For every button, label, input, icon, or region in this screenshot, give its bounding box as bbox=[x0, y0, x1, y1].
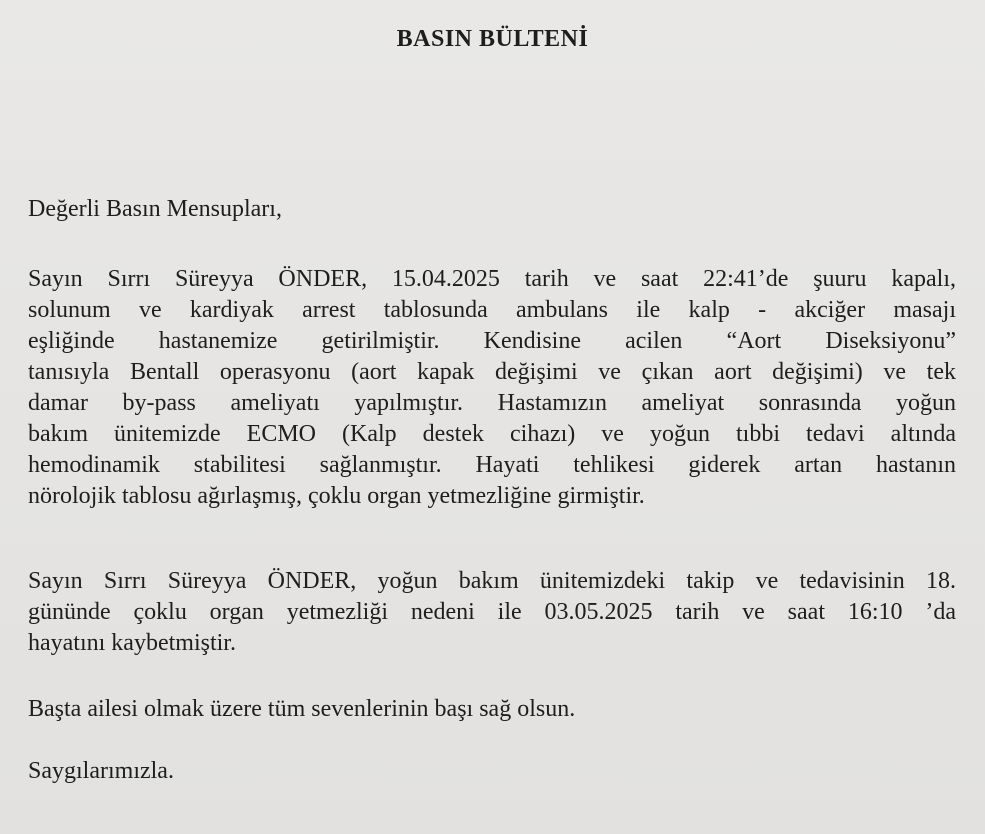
paragraph-line: hayatını kaybetmiştir. bbox=[28, 630, 236, 656]
greeting: Değerli Basın Mensupları, bbox=[28, 196, 282, 222]
paragraph-line: Sayın Sırrı Süreyya ÖNDER, 15.04.2025 tarih ve saat 22:41’de şuuru kapalı, bbox=[28, 266, 956, 292]
paragraph-announcement bbox=[28, 264, 956, 512]
closing-text: Saygılarımızla. bbox=[28, 758, 174, 784]
condolence-text: Başta ailesi olmak üzere tüm sevenlerinin başı sağ olsun. bbox=[28, 696, 576, 722]
paragraph-line: gününde çoklu organ yetmezliği nedeni ile 03.05.2025 tarih ve saat 16:10 ’da bbox=[28, 599, 956, 625]
paragraph-line: solunum ve kardiyak arrest tablosunda ambulans ile kalp - akciğer masajı bbox=[28, 297, 956, 323]
paragraph-line: Sayın Sırrı Süreyya ÖNDER, yoğun bakım ünitemizdeki takip ve tedavisinin 18. bbox=[28, 568, 956, 594]
paragraph-line: tanısıyla Bentall operasyonu (aort kapak değişimi ve çıkan aort değişimi) ve tek bbox=[28, 359, 956, 385]
document-title: BASIN BÜLTENİ bbox=[396, 26, 589, 52]
paragraph-line: hemodinamik stabilitesi sağlanmıştır. Hayati tehlikesi giderek artan hastanın bbox=[28, 452, 956, 478]
closing-line bbox=[28, 756, 956, 787]
paragraph-line: eşliğinde hastanemize getirilmiştir. Kendisine acilen “Aort Diseksiyonu” bbox=[28, 328, 956, 354]
paragraph-outcome bbox=[28, 566, 956, 659]
paragraph-line: damar by-pass ameliyatı yapılmıştır. Hastamızın ameliyat sonrasında yoğun bbox=[28, 390, 956, 416]
paragraph-line: bakım ünitemizde ECMO (Kalp destek cihazı) ve yoğun tıbbi tedavi altında bbox=[28, 421, 956, 447]
paragraph-line: nörolojik tablosu ağırlaşmış, çoklu organ yetmezliğine girmiştir. bbox=[28, 483, 645, 509]
paragraph-condolence bbox=[28, 694, 956, 725]
